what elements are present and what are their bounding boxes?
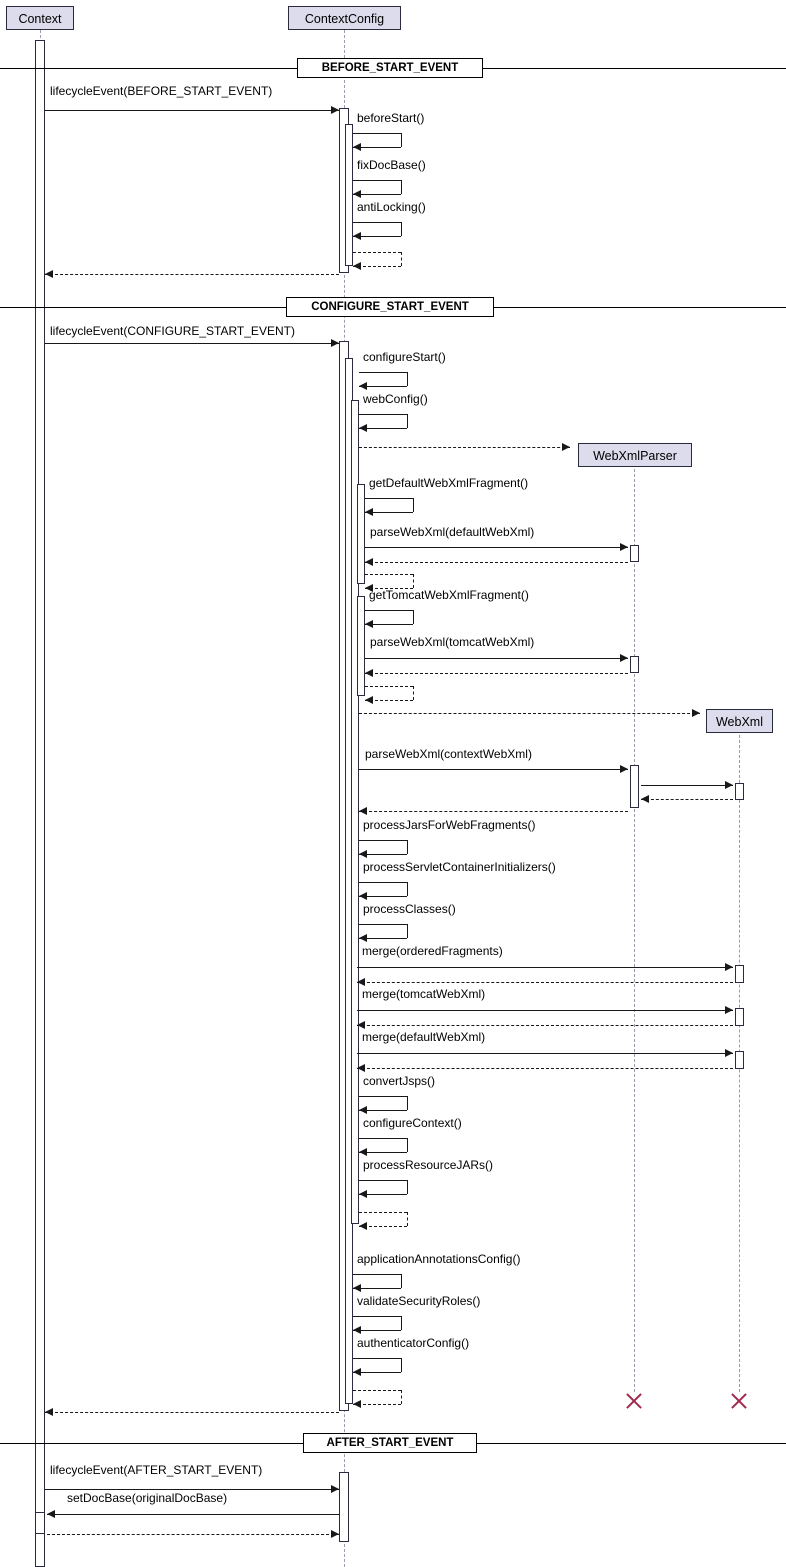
arrow-head-left: [47, 1510, 55, 1518]
message-line: [359, 447, 570, 448]
arrow-head-right: [620, 543, 628, 551]
self-call-label: processJarsForWebFragments(): [363, 818, 536, 832]
message-label: lifecycleEvent(BEFORE_START_EVENT): [50, 84, 273, 98]
self-call-side: [401, 180, 402, 194]
message-label: parseWebXml(tomcatWebXml): [370, 635, 535, 649]
message-label: merge(tomcatWebXml): [362, 987, 486, 1001]
arrow-head-left: [359, 1106, 367, 1114]
self-call-label: getDefaultWebXmlFragment(): [369, 476, 529, 490]
self-call-label: convertJsps(): [363, 1074, 436, 1088]
activation-bar: [630, 765, 639, 808]
self-call-label: getTomcatWebXmlFragment(): [369, 588, 529, 602]
self-call-top: [353, 222, 401, 223]
self-call-label: authenticatorConfig(): [357, 1336, 470, 1350]
self-call-top: [365, 610, 413, 611]
message-line: [357, 1053, 733, 1054]
self-call-side: [401, 1274, 402, 1288]
self-call-top: [353, 1274, 401, 1275]
arrow-head-left: [359, 934, 367, 942]
participant-webxml[interactable]: WebXml: [706, 709, 773, 733]
message-line: [365, 547, 628, 548]
message-line: [365, 673, 628, 674]
message-label: merge(defaultWebXml): [362, 1030, 486, 1044]
self-call-side: [401, 1316, 402, 1330]
self-call-top: [359, 1096, 407, 1097]
arrow-head-right: [331, 1485, 339, 1493]
message-label: setDocBase(originalDocBase): [67, 1491, 228, 1505]
arrow-head-right: [725, 1006, 733, 1014]
divider-label: AFTER_START_EVENT: [303, 1433, 477, 1453]
message-label: merge(orderedFragments): [362, 944, 503, 958]
message-line: [45, 1412, 339, 1413]
arrow-head-left: [353, 232, 361, 240]
self-call-side: [413, 610, 414, 624]
self-call-label: processClasses(): [363, 902, 456, 916]
message-line: [365, 562, 628, 563]
message-line: [357, 967, 733, 968]
self-call-label: fixDocBase(): [357, 158, 426, 172]
arrow-head-left: [359, 1190, 367, 1198]
self-call-side: [407, 372, 408, 386]
arrow-head-left: [365, 508, 373, 516]
message-line: [365, 658, 628, 659]
self-call-side: [401, 133, 402, 147]
destroy-marker: [625, 1392, 643, 1410]
activation-bar: [735, 1008, 744, 1026]
arrow-head-right: [331, 1530, 339, 1538]
message-line: [47, 1514, 339, 1515]
self-call-top: [359, 1212, 407, 1213]
message-label: lifecycleEvent(AFTER_START_EVENT): [50, 1463, 263, 1477]
message-line: [359, 811, 628, 812]
self-call-top: [365, 498, 413, 499]
self-call-side: [407, 840, 408, 854]
destroy-marker: [730, 1392, 748, 1410]
arrow-head-right: [331, 106, 339, 114]
self-call-label: processServletContainerInitializers(): [363, 860, 556, 874]
self-call-label: applicationAnnotationsConfig(): [357, 1252, 521, 1266]
arrow-head-left: [45, 1408, 53, 1416]
participant-context[interactable]: Context: [6, 6, 74, 30]
activation-bar: [345, 124, 353, 266]
self-call-side: [401, 252, 402, 266]
activation-bar: [357, 484, 365, 584]
arrow-head-left: [641, 795, 649, 803]
arrow-head-left: [359, 850, 367, 858]
activation-bar: [35, 40, 45, 1567]
self-call-side: [407, 1138, 408, 1152]
self-call-label: antiLocking(): [357, 200, 426, 214]
self-call-top: [353, 180, 401, 181]
arrow-head-left: [353, 143, 361, 151]
activation-bar: [735, 965, 744, 983]
arrow-head-left: [359, 1222, 367, 1230]
arrow-head-left: [359, 807, 367, 815]
self-call-top: [365, 574, 413, 575]
arrow-head-left: [357, 1064, 365, 1072]
self-call-side: [401, 1390, 402, 1404]
arrow-head-left: [359, 892, 367, 900]
lifeline-webxmlparser: [634, 469, 635, 1392]
activation-bar: [35, 1512, 45, 1534]
message-line: [47, 1534, 339, 1535]
self-call-label: validateSecurityRoles(): [357, 1294, 481, 1308]
arrow-head-right: [620, 765, 628, 773]
self-call-side: [407, 924, 408, 938]
arrow-head-left: [353, 1400, 361, 1408]
self-call-top: [353, 1358, 401, 1359]
arrow-head-left: [357, 978, 365, 986]
self-call-top: [359, 372, 407, 373]
self-call-side: [407, 1180, 408, 1194]
self-call-top: [359, 1180, 407, 1181]
arrow-head-right: [725, 781, 733, 789]
arrow-head-left: [359, 424, 367, 432]
self-call-label: webConfig(): [363, 392, 428, 406]
arrow-head-left: [45, 270, 53, 278]
self-call-top: [359, 882, 407, 883]
arrow-head-right: [620, 654, 628, 662]
participant-webxmlparser[interactable]: WebXmlParser: [578, 443, 692, 467]
self-call-top: [353, 133, 401, 134]
self-call-side: [401, 222, 402, 236]
self-call-side: [413, 686, 414, 700]
message-line: [357, 1025, 733, 1026]
arrow-head-left: [365, 558, 373, 566]
self-call-top: [359, 840, 407, 841]
message-label: lifecycleEvent(CONFIGURE_START_EVENT): [50, 324, 295, 338]
arrow-head-left: [353, 190, 361, 198]
activation-bar: [339, 1472, 349, 1542]
arrow-head-left: [365, 620, 373, 628]
self-call-side: [407, 1096, 408, 1110]
self-call-label: processResourceJARs(): [363, 1158, 494, 1172]
self-call-top: [365, 686, 413, 687]
self-call-side: [407, 414, 408, 428]
self-call-label: beforeStart(): [357, 111, 425, 125]
activation-bar: [735, 783, 744, 800]
message-line: [357, 1068, 733, 1069]
arrow-head-right: [331, 339, 339, 347]
self-call-top: [353, 1390, 401, 1391]
arrow-head-left: [353, 262, 361, 270]
arrow-head-right: [725, 1049, 733, 1057]
arrow-head-right: [725, 963, 733, 971]
activation-bar: [735, 1051, 744, 1069]
message-line: [359, 769, 628, 770]
activation-bar: [630, 656, 639, 673]
self-call-side: [413, 574, 414, 588]
self-call-top: [353, 1316, 401, 1317]
message-line: [45, 1489, 339, 1490]
message-label: parseWebXml(defaultWebXml): [370, 525, 535, 539]
message-line: [359, 713, 700, 714]
arrow-head-left: [365, 696, 373, 704]
self-call-top: [353, 252, 401, 253]
arrow-head-right: [692, 709, 700, 717]
self-call-side: [407, 882, 408, 896]
self-call-top: [359, 924, 407, 925]
message-line: [641, 799, 733, 800]
self-call-top: [359, 414, 407, 415]
self-call-side: [407, 1212, 408, 1226]
self-call-label: configureContext(): [363, 1116, 462, 1130]
message-line: [357, 982, 733, 983]
message-label: parseWebXml(contextWebXml): [365, 747, 532, 761]
arrow-head-left: [365, 669, 373, 677]
arrow-head-left: [353, 1326, 361, 1334]
activation-bar: [357, 596, 365, 696]
arrow-head-left: [353, 1284, 361, 1292]
message-line: [45, 343, 339, 344]
self-call-side: [413, 498, 414, 512]
arrow-head-left: [357, 1021, 365, 1029]
arrow-head-left: [353, 1368, 361, 1376]
arrow-head-right: [562, 443, 570, 451]
self-call-side: [401, 1358, 402, 1372]
message-line: [45, 274, 339, 275]
message-line: [641, 785, 733, 786]
self-call-label: configureStart(): [363, 350, 446, 364]
arrow-head-left: [359, 1148, 367, 1156]
self-call-top: [359, 1138, 407, 1139]
divider-label: BEFORE_START_EVENT: [297, 58, 483, 78]
arrow-head-left: [359, 382, 367, 390]
message-line: [45, 110, 339, 111]
message-line: [357, 1010, 733, 1011]
activation-bar: [630, 545, 639, 562]
participant-contextconfig[interactable]: ContextConfig: [288, 6, 401, 30]
divider-label: CONFIGURE_START_EVENT: [286, 297, 494, 317]
